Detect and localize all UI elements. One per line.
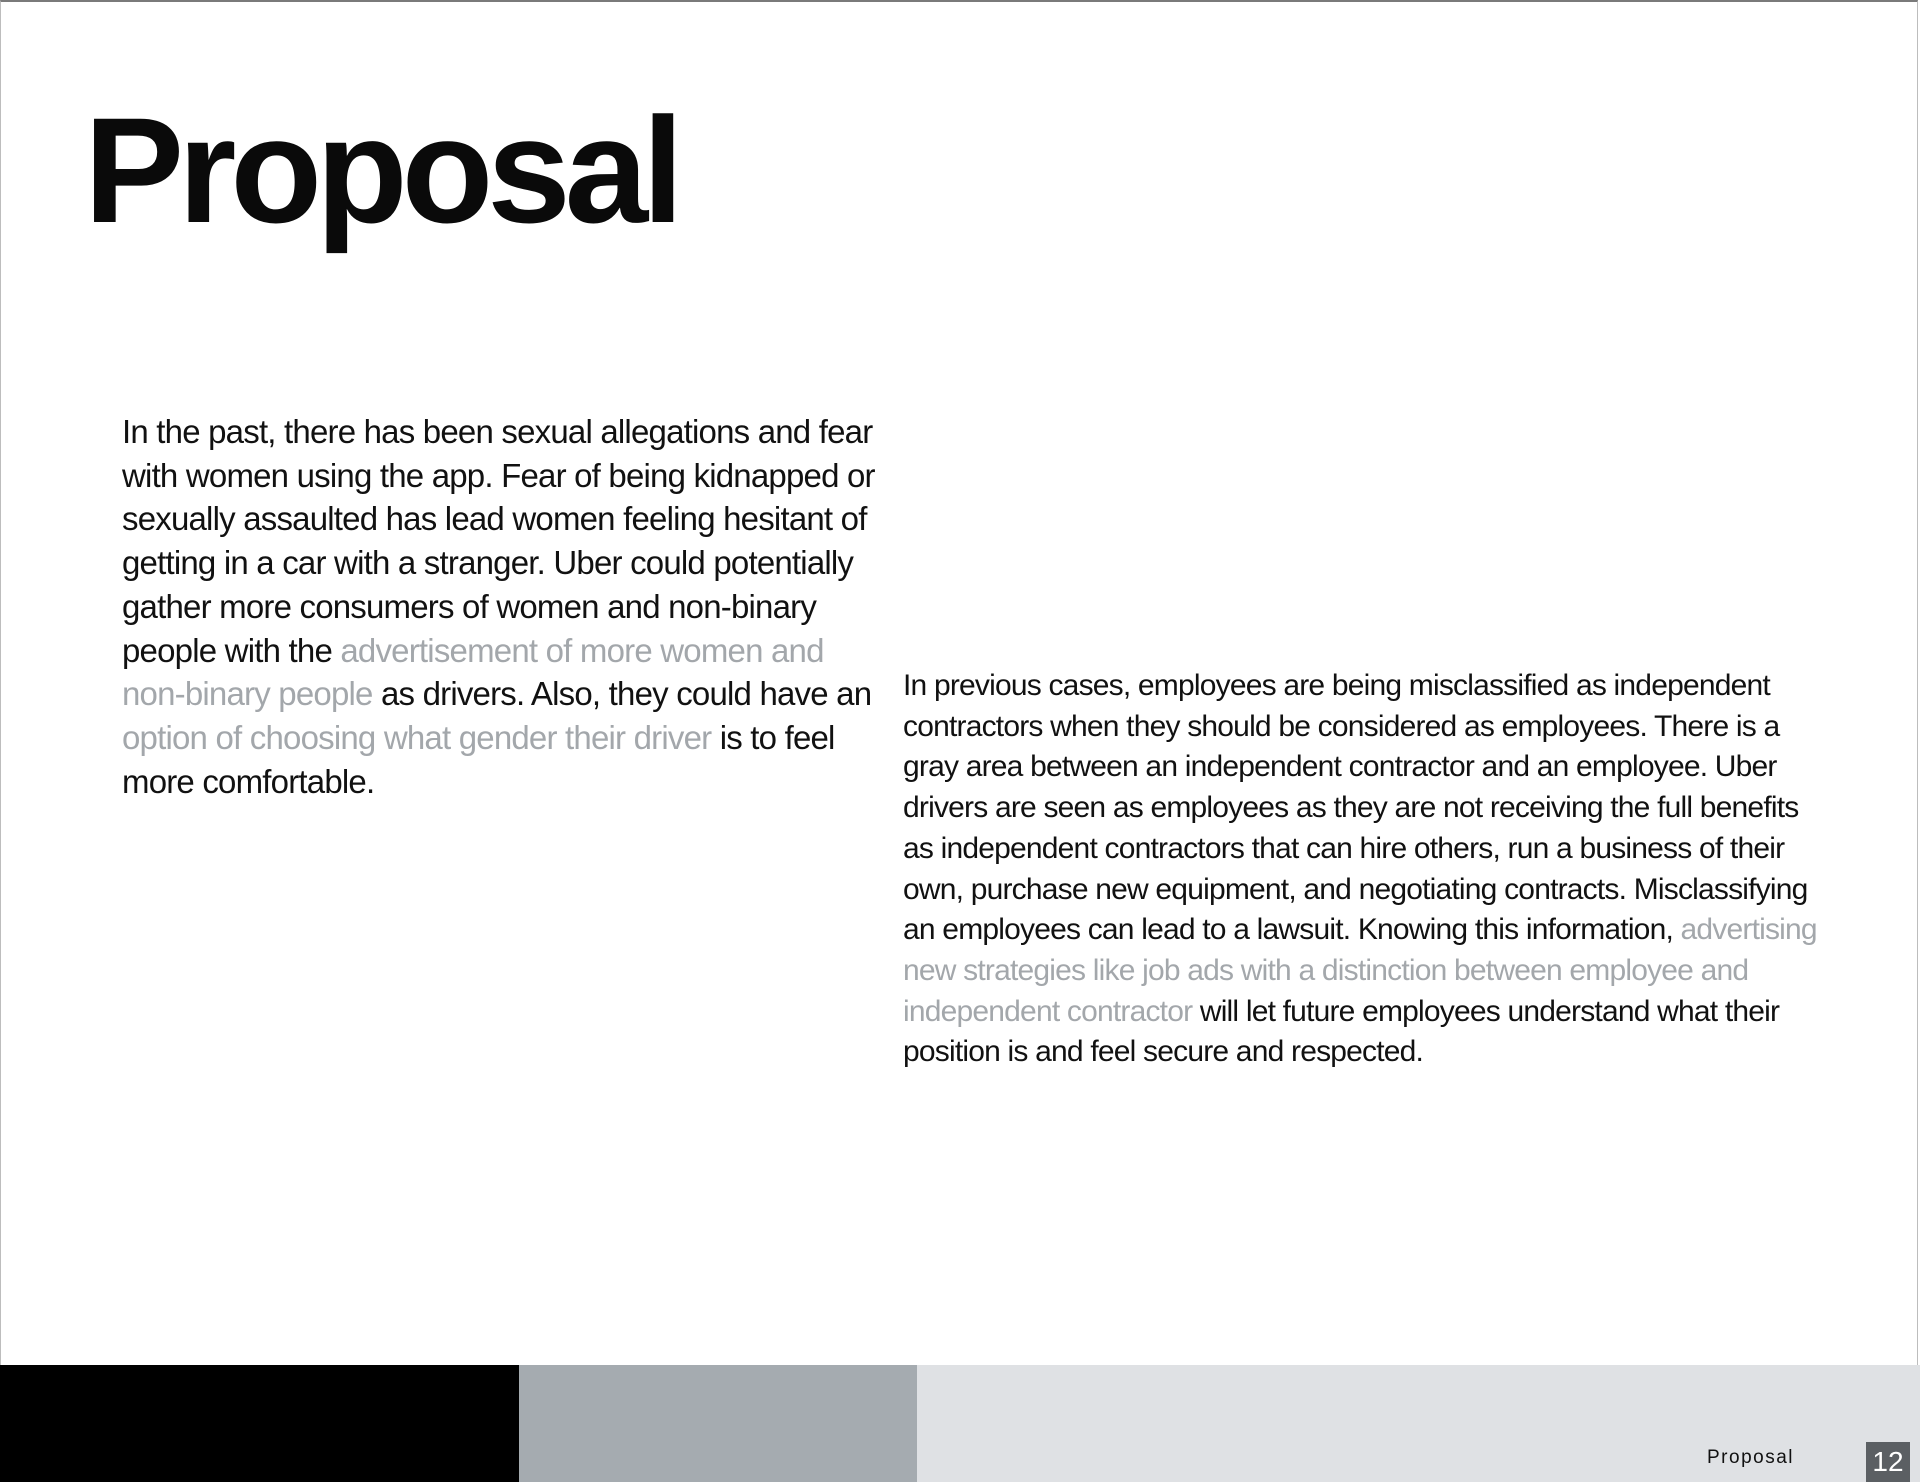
left-paragraph-text-1: In the past, there has been sexual allegations and fear with women using the app. Fear of being kidnapped or sexually assaulted has lead women feeling hesitant of getting in a car with a stranger. Uber could potentially gather more consumers of women and non-binary people with the	[122, 413, 875, 669]
footer-color-block-gray	[519, 1365, 917, 1482]
right-paragraph	[903, 666, 1823, 1073]
footer-color-block-light	[917, 1365, 1920, 1482]
right-paragraph-highlight-1: advertising new strategies like job ads with a distinction between employee and independent contractor	[903, 913, 1817, 1028]
footer-color-block-black	[0, 1365, 519, 1482]
page-title: Proposal	[84, 86, 678, 254]
left-paragraph-text-3: is to feel more comfortable.	[122, 718, 835, 800]
left-paragraph	[122, 410, 882, 803]
right-paragraph-text-1: In previous cases, employees are being misclassified as independent contractors when they should be considered as employees. There is a gray area between an independent contractor and an employee. Uber drivers are seen as employees as they are not receiving the full benefits as independent contractors that can hire others, run a business of their own, purchase new equipment, and negotiating contracts. Misclassifying an employees can lead to a lawsuit. Knowing this information,	[903, 669, 1808, 947]
page-number-badge: 12	[1866, 1442, 1910, 1482]
left-paragraph-highlight-1: advertisement of more women and non-binary people	[122, 631, 824, 713]
footer-bar	[0, 1365, 1920, 1482]
footer-section-label: Proposal	[1707, 1447, 1794, 1468]
right-paragraph-text-2: will let future employees understand what their position is and feel secure and respected.	[903, 994, 1780, 1069]
left-paragraph-highlight-2: option of choosing what gender their driver	[122, 718, 712, 756]
left-paragraph-text-2: as drivers. Also, they could have an	[372, 675, 872, 713]
